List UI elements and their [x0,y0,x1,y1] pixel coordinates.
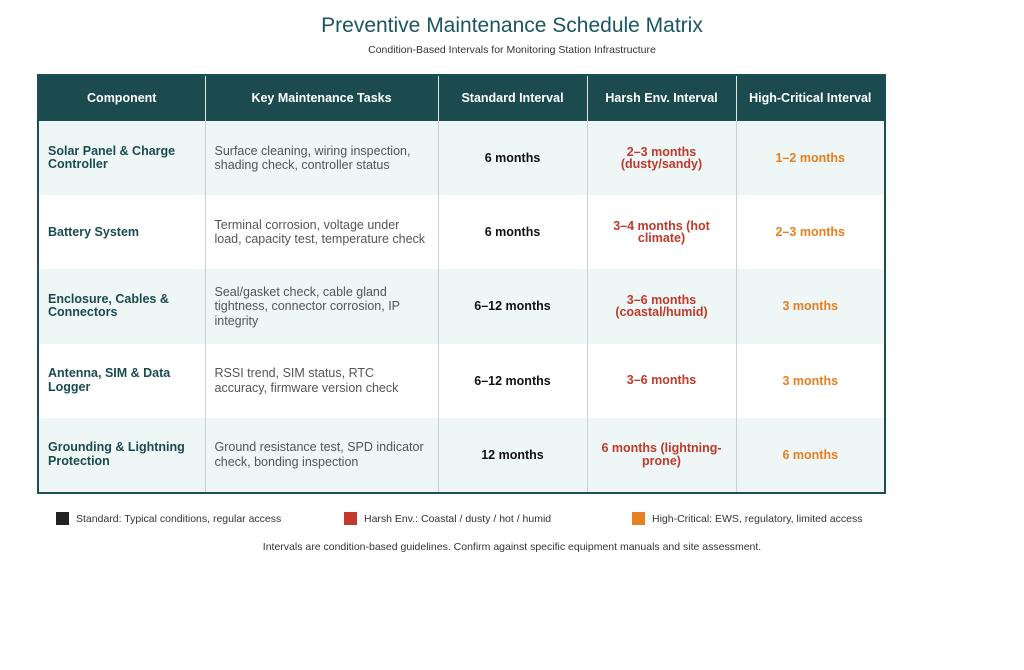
component-cell: Grounding & Lightning Protection [38,418,205,493]
harsh-interval-cell: 3–6 months [587,344,736,418]
legend [0,512,1024,528]
legend-label: High-Critical: EWS, regulatory, limited access [652,512,863,525]
standard-interval-cell: 12 months [438,418,587,493]
standard-interval-cell: 6 months [438,121,587,195]
column-header-component: Component [38,75,205,121]
legend-label: Standard: Typical conditions, regular access [76,512,282,525]
standard-interval-cell: 6–12 months [438,269,587,343]
harsh-swatch-icon [344,512,357,525]
critical-swatch-icon [632,512,645,525]
legend-label: Harsh Env.: Coastal / dusty / hot / humid [364,512,552,525]
column-header-critical: High-Critical Interval [736,75,885,121]
critical-interval-cell: 6 months [736,418,885,493]
harsh-interval-cell: 6 months (lightning-prone) [587,418,736,493]
legend-item-critical [632,512,862,525]
maintenance-matrix-table [37,74,886,494]
standard-interval-cell: 6 months [438,195,587,269]
page-subtitle: Condition-Based Intervals for Monitoring Station Infrastructure [368,44,656,56]
component-cell: Enclosure, Cables & Connectors [38,269,205,343]
component-cell: Battery System [38,195,205,269]
tasks-cell: Seal/gasket check, cable gland tightness, connector corrosion, IP integrity [205,269,438,343]
tasks-cell: Terminal corrosion, voltage under load, capacity test, temperature check [205,195,438,269]
table-row [38,344,885,418]
legend-item-harsh [344,512,551,525]
critical-interval-cell: 1–2 months [736,121,885,195]
table-row [38,269,885,343]
harsh-interval-cell: 3–4 months (hot climate) [587,195,736,269]
column-header-standard: Standard Interval [438,75,587,121]
table-row [38,195,885,269]
critical-interval-cell: 2–3 months [736,195,885,269]
table-header-row [38,75,885,121]
page-title: Preventive Maintenance Schedule Matrix [321,14,703,37]
table-row [38,418,885,493]
legend-item-standard [56,512,281,525]
footnote: Intervals are condition-based guidelines. Confirm against specific equipment manuals and site assessment. [262,541,762,553]
standard-interval-cell: 6–12 months [438,344,587,418]
table-row [38,121,885,195]
standard-swatch-icon [56,512,69,525]
tasks-cell: Ground resistance test, SPD indicator check, bonding inspection [205,418,438,493]
column-header-tasks: Key Maintenance Tasks [205,75,438,121]
harsh-interval-cell: 2–3 months (dusty/sandy) [587,121,736,195]
tasks-cell: Surface cleaning, wiring inspection, shading check, controller status [205,121,438,195]
column-header-harsh: Harsh Env. Interval [587,75,736,121]
critical-interval-cell: 3 months [736,344,885,418]
component-cell: Antenna, SIM & Data Logger [38,344,205,418]
harsh-interval-cell: 3–6 months (coastal/humid) [587,269,736,343]
critical-interval-cell: 3 months [736,269,885,343]
tasks-cell: RSSI trend, SIM status, RTC accuracy, firmware version check [205,344,438,418]
component-cell: Solar Panel & Charge Controller [38,121,205,195]
